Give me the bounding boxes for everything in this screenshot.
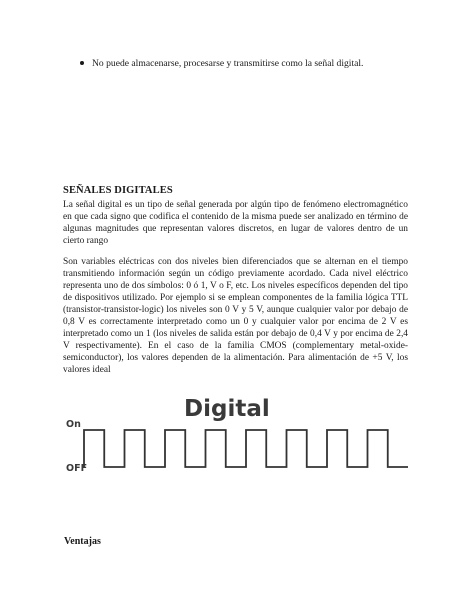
- digital-signal-diagram: [64, 395, 410, 477]
- bullet-item: [80, 58, 363, 70]
- square-wave: [84, 430, 408, 467]
- section-heading: SEÑALES DIGITALES: [63, 185, 173, 196]
- paragraph-definition: La señal digital es un tipo de señal generada por algún tipo de fenómeno electromagnético en que cada signo que codifica el contenido de la misma puede ser analizado en término de algunas magnitudes que representan valores discretos, en lugar de valores dentro de un cierto rango: [63, 200, 408, 246]
- paragraph-levels: Son variables eléctricas con dos niveles bien diferenciados que se alternan en el tiempo transmitiendo información según un código previamente acordado. Cada nivel eléctrico representa uno de dos símbolos: 0 ó 1, V o F, etc. Los niveles específicos dependen del tipo de dispositivos utilizado. Por ejemplo si se emplean componentes de la familia lógica TTL (transistor-transistor-logic) los niveles son 0 V y 5 V, aunque cualquier valor por debajo de 0,8 V es correctamente interpretado como un 0 y cualquier valor por encima de 2 V es interpretado como un 1 (los niveles de salida están por debajo de 0,4 V y por encima de 2,4 V respectivamente). En el caso de la familia CMOS (complementary metal-oxide-semiconductor), los valores dependen de la alimentación. Para alimentación de +5 V, los valores ideal: [63, 257, 408, 375]
- on-label: On: [66, 419, 81, 430]
- advantages-heading: Ventajas: [64, 536, 101, 547]
- bullet-dot-icon: [80, 61, 84, 65]
- figure-title: Digital: [184, 396, 270, 422]
- off-label: OFF: [66, 463, 88, 474]
- digital-signal-figure: [64, 395, 410, 477]
- bullet-text: No puede almacenarse, procesarse y transmitirse como la señal digital.: [92, 58, 364, 69]
